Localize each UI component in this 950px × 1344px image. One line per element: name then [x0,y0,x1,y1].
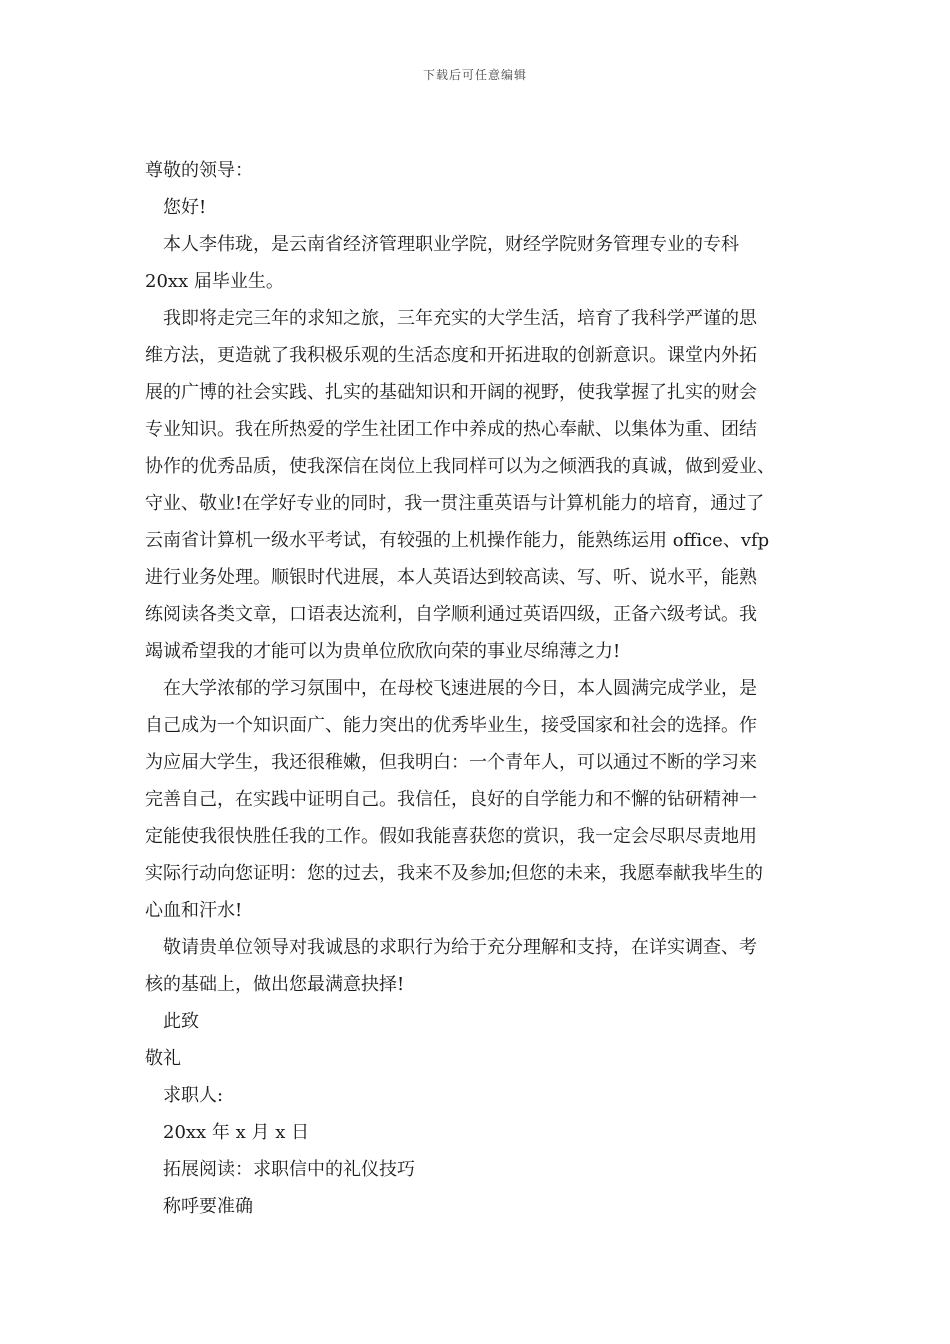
header-note: 下载后可任意编辑 [422,68,527,82]
paragraph-line: 练阅读各类文章，口语表达流利，自学顺利通过英语四级，正备六级考试。我 [145,604,757,625]
closing-line: 敬礼 [145,1048,181,1069]
paragraph-line: 进行业务处理。顺银时代进展，本人英语达到较高读、写、听、说水平，能熟 [145,567,757,588]
greeting: 尊敬的领导： [145,160,253,181]
letter-body [145,152,815,1225]
paragraph-line: 云南省计算机一级水平考试，有较强的上机操作能力，能熟练运用 office、vfp [145,530,770,551]
paragraph-1 [145,300,815,670]
paragraph-line: 敬请贵单位领导对我诚恳的求职行为给于充分理解和支持，在详实调查、考 [163,937,757,958]
paragraph-line: 协作的优秀品质，使我深信在岗位上我同样可以为之倾洒我的真诚，做到爱业、 [145,456,775,477]
paragraph-line: 展的广博的社会实践、扎实的基础知识和开阔的视野，使我掌握了扎实的财会 [145,382,757,403]
paragraph-2 [145,670,815,929]
paragraph-line: 定能使我很快胜任我的工作。假如我能喜获您的赏识，我一定会尽职尽责地用 [145,826,757,847]
paragraph-line: 竭诚希望我的才能可以为贵单位欣欣向荣的事业尽绵薄之力! [145,641,621,662]
extended-reading-subtitle: 称呼要准确 [163,1196,253,1217]
paragraph-line: 在大学浓郁的学习氛围中，在母校飞速进展的今日，本人圆满完成学业，是 [163,678,757,699]
hello: 您好! [163,197,207,218]
date-line: 20xx 年 x 月 x 日 [163,1122,310,1143]
paragraph-3 [145,929,815,1003]
paragraph-line: 核的基础上，做出您最满意抉择! [145,974,405,995]
paragraph-line: 维方法，更造就了我积极乐观的生活态度和开拓进取的创新意识。课堂内外拓 [145,345,757,366]
applicant-line: 求职人: [163,1085,224,1106]
paragraph-line: 我即将走完三年的求知之旅，三年充实的大学生活，培育了我科学严谨的思 [163,308,757,329]
paragraph-line: 完善自己，在实践中证明自己。我信任，良好的自学能力和不懈的钻研精神一 [145,789,757,810]
paragraph-line: 守业、敬业!在学好专业的同时，我一贯注重英语与计算机能力的培育，通过了 [145,493,765,514]
closing-line: 此致 [163,1011,199,1032]
intro-line: 本人李伟珑，是云南省经济管理职业学院，财经学院财务管理专业的专科 [163,234,739,255]
paragraph-line: 为应届大学生，我还很稚嫩，但我明白：一个青年人，可以通过不断的学习来 [145,752,757,773]
paragraph-line: 实际行动向您证明：您的过去，我来不及参加;但您的未来，我愿奉献我毕生的 [145,863,764,884]
paragraph-line: 自己成为一个知识面广、能力突出的优秀毕业生，接受国家和社会的选择。作 [145,715,757,736]
paragraph-line: 专业知识。我在所热爱的学生社团工作中养成的热心奉献、以集体为重、团结 [145,419,757,440]
extended-reading-title: 拓展阅读：求职信中的礼仪技巧 [163,1159,415,1180]
paragraph-line: 心血和汗水! [145,900,243,921]
intro-line: 20xx 届毕业生。 [145,271,284,292]
